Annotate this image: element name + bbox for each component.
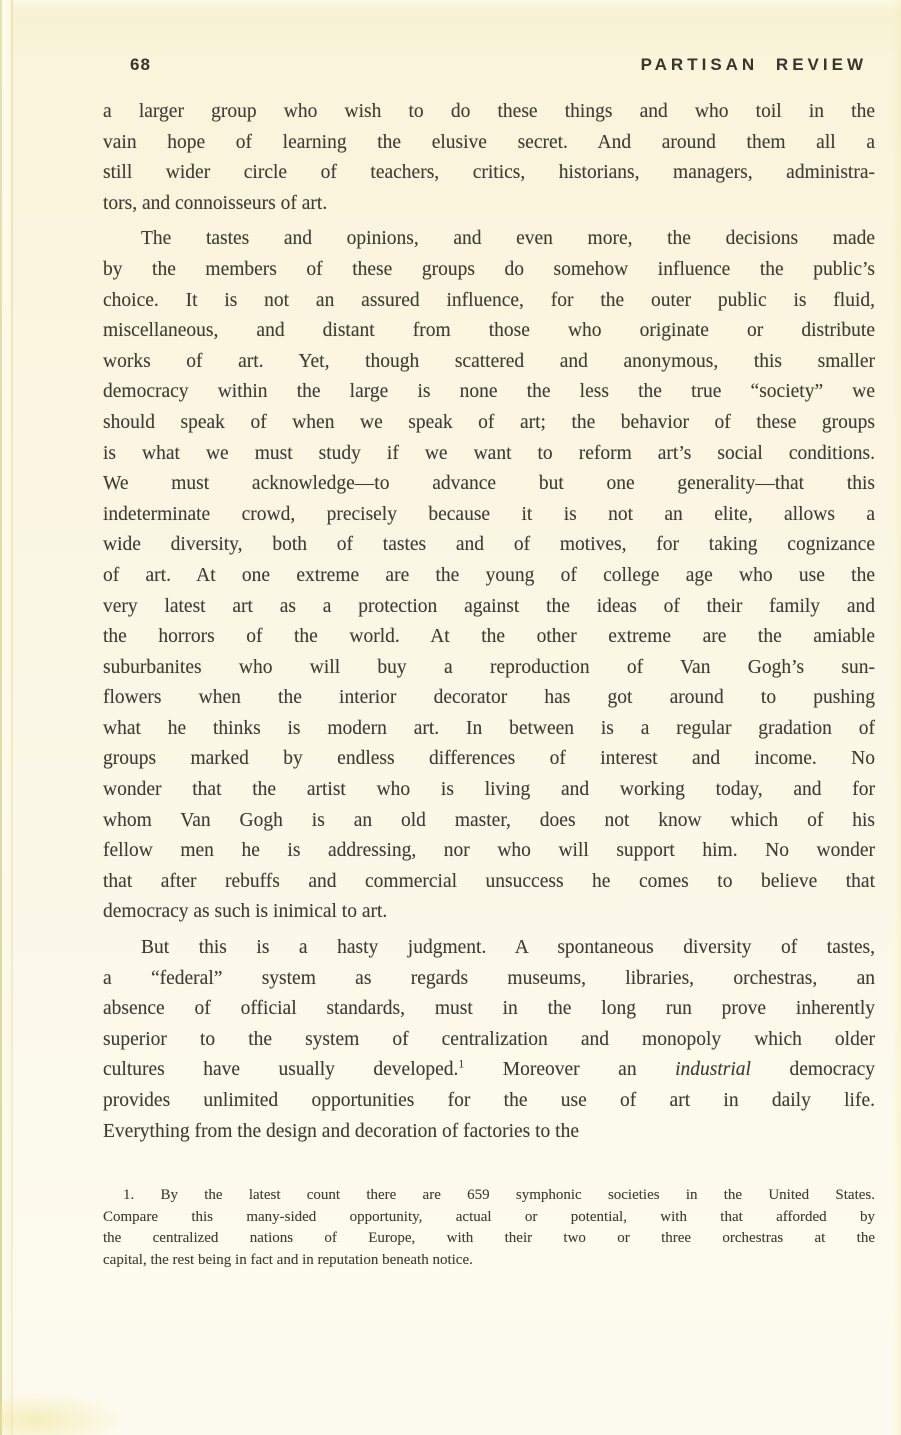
text-line: by the members of these groups do somehow influence the public’s: [103, 258, 875, 280]
text-line: that after rebuffs and commercial unsuccess he comes to believe that: [103, 870, 875, 892]
text-line: still wider circle of teachers, critics, historians, managers, administra-: [103, 162, 875, 184]
text-line: democracy within the large is none the less the true “society” we: [103, 381, 875, 403]
text-segment: cultures have usually developed.: [103, 1059, 459, 1081]
paragraph: [103, 1185, 875, 1271]
text-line: whom Van Gogh is an old master, does not know which of his: [103, 809, 875, 831]
text-line: suburbanites who will buy a reproduction of Van Gogh’s sun-: [103, 656, 875, 678]
text-line: wide diversity, both of tastes and of motives, for taking cognizance: [103, 534, 875, 556]
text-line: 1. By the latest count there are 659 symphonic societies in the United States.: [123, 1187, 875, 1203]
text-line: of art. At one extreme are the young of college age who use the: [103, 564, 875, 586]
text-line: fellow men he is addressing, nor who will support him. No wonder: [103, 840, 875, 862]
text-line: the centralized nations of Europe, with their two or three orchestras at the: [103, 1230, 875, 1247]
text-line: indeterminate crowd, precisely because it is not an elite, allows a: [103, 503, 875, 525]
text-line: capital, the rest being in fact and in reputation beneath notice.: [103, 1251, 473, 1268]
paragraph: [103, 97, 875, 219]
text-line: a larger group who wish to do these things and who toil in the: [103, 101, 875, 122]
body-text-block: [103, 97, 875, 1147]
journal-title: PARTISAN REVIEW: [640, 55, 867, 74]
italic-text: industrial: [675, 1059, 751, 1081]
text-line: wonder that the artist who is living and working today, and for: [103, 779, 875, 801]
text-line: very latest art as a protection against the ideas of their family and: [103, 595, 875, 617]
text-line: superior to the system of centralization and monopoly which older: [103, 1028, 875, 1050]
text-line: [103, 1055, 875, 1086]
paragraph: [103, 224, 875, 928]
text-line: The tastes and opinions, and even more, the decisions made: [141, 228, 875, 250]
footnote-reference: 1: [458, 1057, 465, 1071]
paragraph: [103, 933, 875, 1147]
page-left-edge-highlight: [2, 0, 11, 1435]
page-right-edge-tint: [893, 0, 901, 1435]
page-number: 68: [130, 55, 151, 74]
running-header: [103, 55, 875, 77]
text-line: vain hope of learning the elusive secret. And around them all a: [103, 131, 875, 153]
text-line: the horrors of the world. At the other extreme are the amiable: [103, 626, 875, 648]
text-line: democracy as such is inimical to art.: [103, 901, 388, 923]
page-left-edge-line: [11, 0, 13, 1435]
footnote-block: [103, 1180, 875, 1271]
text-line: choice. It is not an assured influence, for the outer public is fluid,: [103, 289, 875, 311]
paper-smudge: [0, 1345, 220, 1435]
text-line: But this is a hasty judgment. A spontaneous diversity of tastes,: [141, 937, 875, 959]
text-line: Compare this many-sided opportunity, actual or potential, with that afforded by: [103, 1208, 875, 1225]
text-line: what he thinks is modern art. In between is a regular gradation of: [103, 717, 875, 739]
text-line: works of art. Yet, though scattered and anonymous, this smaller: [103, 350, 875, 372]
text-line: miscellaneous, and distant from those who originate or distribute: [103, 320, 875, 342]
text-line: tors, and connoisseurs of art.: [103, 192, 328, 214]
text-line: provides unlimited opportunities for the use of art in daily life.: [103, 1090, 875, 1111]
text-line: is what we must study if we want to reform art’s social conditions.: [103, 442, 875, 464]
text-segment: democracy: [750, 1059, 875, 1081]
text-line: flowers when the interior decorator has got around to pushing: [103, 687, 875, 709]
text-line: a “federal” system as regards museums, libraries, orchestras, an: [103, 967, 875, 989]
text-line: We must acknowledge—to advance but one generality—that this: [103, 473, 875, 495]
text-line: groups marked by endless differences of interest and income. No: [103, 748, 875, 770]
text-line: Everything from the design and decoration of factories to the: [103, 1120, 579, 1142]
text-line: should speak of when we speak of art; the behavior of these groups: [103, 411, 875, 433]
text-segment: Moreover an: [464, 1059, 676, 1081]
text-line: absence of official standards, must in the long run prove inherently: [103, 998, 875, 1020]
